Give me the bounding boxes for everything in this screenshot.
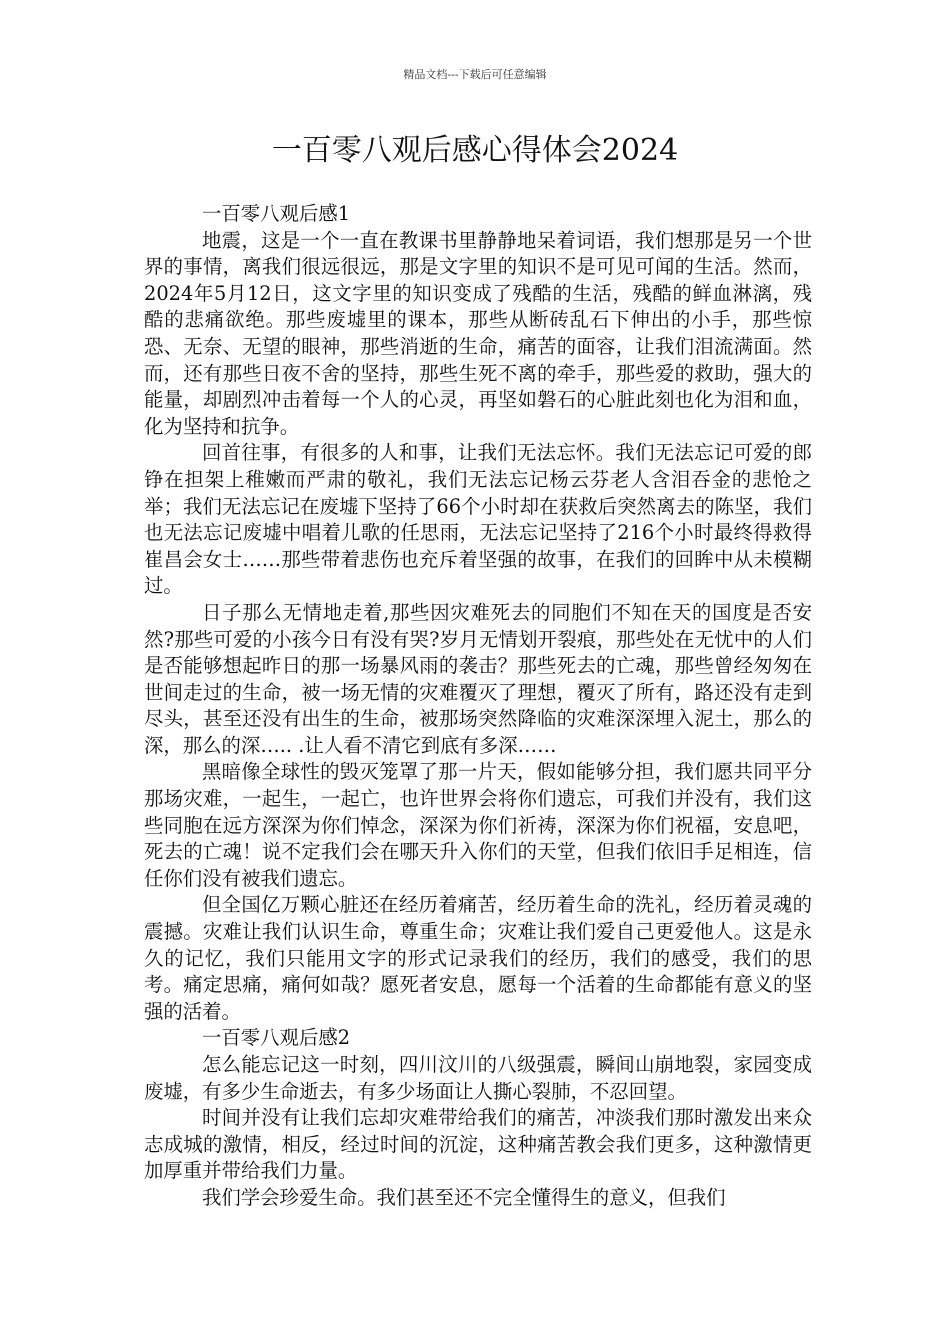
body-paragraph: 我们学会珍爱生命。我们甚至还不完全懂得生的意义，但我们 xyxy=(202,1185,726,1209)
body-paragraph: 地震，这是一个一直在教课书里静静地呆着词语，我们想那是另一个世界的事情，离我们很远很远，那是文字里的知识不是可见可闻的生活。然而，2024年5月12日，这文字里的知识变成了残酷的生活，残酷的鲜血淋漓，残酷的悲痛欲绝。那些废墟里的课本，那些从断砖乱石下伸出的小手，那些惊恐、无奈、无望的眼神，那些消逝的生命，痛苦的面容，让我们泪流满面。然而，还有那些日夜不舍的坚持，那些生死不离的牵手，那些爱的救助，强大的能量，却剧烈冲击着每一个人的心灵，再坚如磐石的心脏此刻也化为泪和血，化为坚持和抗争。 xyxy=(144,228,812,438)
document-body xyxy=(144,201,812,1212)
section-heading: 一百零八观后感1 xyxy=(202,202,351,225)
body-paragraph: 但全国亿万颗心脏还在经历着痛苦，经历着生命的洗礼，经历着灵魂的震撼。灾难让我们认识生命，尊重生命；灾难让我们爱自己更爱他人。这是永久的记忆，我们只能用文字的形式记录我们的经历，我们的感受，我们的思考。痛定思痛，痛何如哉？愿死者安息，愿每一个活着的生命都能有意义的坚强的活着。 xyxy=(144,893,812,1023)
section-heading: 一百零八观后感2 xyxy=(202,1026,351,1050)
body-paragraph: 时间并没有让我们忘却灾难带给我们的痛苦，冲淡我们那时激发出来众志成城的激情，相反，经过时间的沉淀，这种痛苦教会我们更多，这种激情更加厚重并带给我们力量。 xyxy=(144,1106,812,1183)
header-note: 精品文档---下载后可任意编辑 xyxy=(403,68,547,81)
body-paragraph: 回首往事，有很多的人和事，让我们无法忘怀。我们无法忘记可爱的郎铮在担架上稚嫩而严肃的敬礼，我们无法忘记杨云芬老人含泪吞金的悲怆之举；我们无法忘记在废墟下坚持了66个小时却在获救后突然离去的陈坚，我们也无法忘记废墟中唱着儿歌的任思雨，无法忘记坚持了216个小时最终得救得崔昌会女士……那些带着悲伤也充斥着坚强的故事，在我们的回眸中从未模糊过。 xyxy=(144,441,812,598)
document-title: 一百零八观后感心得体会2024 xyxy=(271,133,679,168)
body-paragraph: 日子那么无情地走着,那些因灾难死去的同胞们不知在天的国度是否安然?那些可爱的小孩今日有没有哭?岁月无情划开裂痕，那些处在无忧中的人们是否能够想起昨日的那一场暴风雨的袭击？那些死去的亡魂，那些曾经匆匆在世间走过的生命，被一场无情的灾难覆灭了理想，覆灭了所有，路还没有走到尽头，甚至还没有出生的生命，被那场突然降临的灾难深深埋入泥土，那么的深，那么的深….. .让人看不清它到底有多深…… xyxy=(144,600,812,757)
body-paragraph: 黑暗像全球性的毁灭笼罩了那一片天，假如能够分担，我们愿共同平分那场灾难，一起生，一起亡，也许世界会将你们遗忘，可我们并没有，我们这些同胞在远方深深为你们悼念，深深为你们祈祷，深深为你们祝福，安息吧，死去的亡魂！说不定我们会在哪天升入你们的天堂，但我们依旧手足相连，信任你们没有被我们遗忘。 xyxy=(144,760,812,890)
body-paragraph: 怎么能忘记这一时刻，四川汶川的八级强震，瞬间山崩地裂，家园变成废墟，有多少生命逝去，有多少场面让人撕心裂肺，不忍回望。 xyxy=(144,1053,812,1103)
